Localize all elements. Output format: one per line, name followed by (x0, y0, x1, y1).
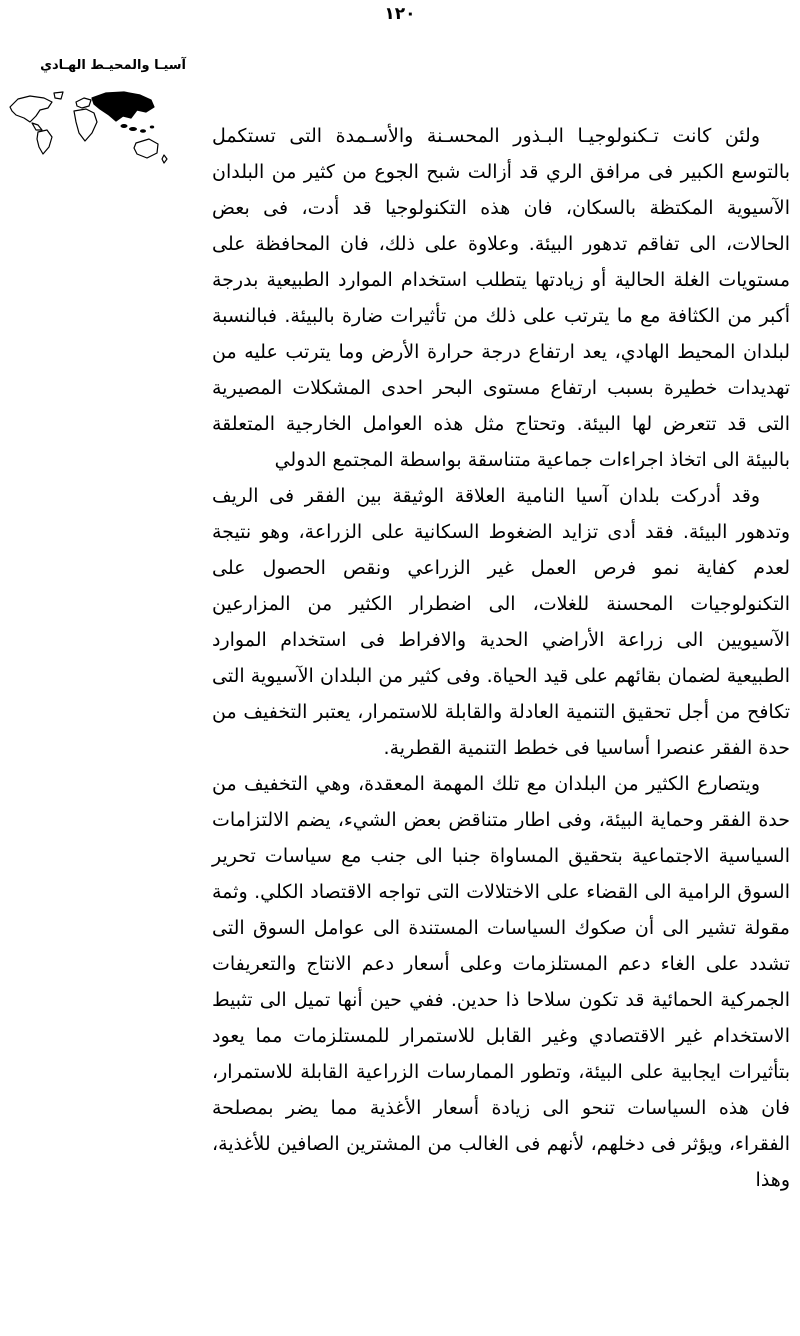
map-greenland (54, 92, 63, 99)
map-south-america (37, 130, 52, 154)
map-sea-island-1 (121, 124, 128, 128)
page-number: ١٢٠ (384, 4, 416, 24)
sidebar (6, 58, 186, 173)
paragraph-1: ولئن كانت تـكنولوجيـا البـذور المحسـنة والأسـمدة التى تستكمل بالتوسع الكبير فى مرافق الري قد أزالت شبح الجوع من كثير من البلدان الآسيوية المكتظة بالسكان، فان هذه التكنولوجيا قد أدت، فى بعض الحالات، الى تفاقم تدهور البيئة. وعلاوة على ذلك، فان المحافظة على مستويات الغلة الحالية أو زيادتها يتطلب استخدام الموارد الطبيعية بدرجة أكبر من الكثافة مع ما يترتب على ذلك من تأثيرات ضارة بالبيئة. فبالنسبة لبلدان المحيط الهادي، يعد ارتفاع درجة حرارة الأرض وما يترتب عليه من تهديدات خطيرة بسبب ارتفاع مستوى البحر احدى المشكلات المصيرية التى قد تتعرض لها البيئة. وتحتاج مثل هذه العوامل الخارجية المتعلقة بالبيئة الى اتخاذ اجراءات جماعية متناسقة بواسطة المجتمع الدولي (212, 125, 790, 471)
map-new-zealand (162, 155, 167, 163)
map-central-america (32, 123, 42, 130)
map-asia-highlight (92, 92, 154, 121)
map-sea-island-2 (129, 127, 137, 131)
map-sea-island-4 (150, 126, 154, 129)
map-australia (134, 139, 158, 158)
map-europe (76, 98, 91, 108)
world-map-asia-pacific-icon (6, 89, 178, 173)
map-north-america (10, 96, 52, 122)
map-africa (74, 109, 97, 141)
paragraph-3: ويتصارع الكثير من البلدان مع تلك المهمة المعقدة، وهي التخفيف من حدة الفقر وحماية البيئة، وفى اطار متناقض بعض الشيء، يضم الالتزامات السياسية الاجتماعية بتحقيق المساواة جنبا الى جنب مع سياسات تحرير السوق الرامية الى القضاء على الاختلالات التى تواجه الاقتصاد الكلي. وثمة مقولة تشير الى أن صكوك السياسات المستندة الى عوامل السوق التى تشدد على الغاء دعم المستلزمات وعلى أسعار دعم الانتاج والتعريفات الجمركية الحمائية قد تكون سلاحا ذا حدين. ففي حين أنها تميل الى تثبيط الاستخدام غير الاقتصادي وغير القابل للاستمرار للمستلزمات مما يعود بتأثيرات ايجابية على البيئة، وتطور الممارسات الزراعية القابلة للاستمرار، فان هذه السياسات تنحو الى زيادة أسعار الأغذية مما يضر بمصلحة الفقراء، ويؤثر فى دخلهم، لأنهم فى الغالب من المشترين الصافين للأغذية، وهذا (212, 773, 790, 1191)
paragraph-2: وقد أدركت بلدان آسيا النامية العلاقة الوثيقة بين الفقر فى الريف وتدهور البيئة. فقد أدى تزايد الضغوط السكانية على الزراعة، وهو نتيجة لعدم كفاية نمو فرص العمل غير الزراعي ونقص الحصول على التكنولوجيات المحسنة للغلات، الى اضطرار الكثير من المزارعين الآسيويين الى زراعة الأراضي الحدية والافراط فى استخدام الموارد الطبيعية لضمان بقائهم على قيد الحياة. وفى كثير من البلدان الآسيوية التى تكافح من أجل تحقيق التنمية العادلة والقابلة للاستمرار، يعتبر التخفيف من حدة الفقر عنصرا أساسيا فى خطط التنمية القطرية. (212, 485, 790, 759)
map-sea-island-3 (140, 129, 146, 133)
article-body (212, 118, 790, 1198)
region-label: آسيـا والمحيـط الهـادي (40, 58, 186, 73)
